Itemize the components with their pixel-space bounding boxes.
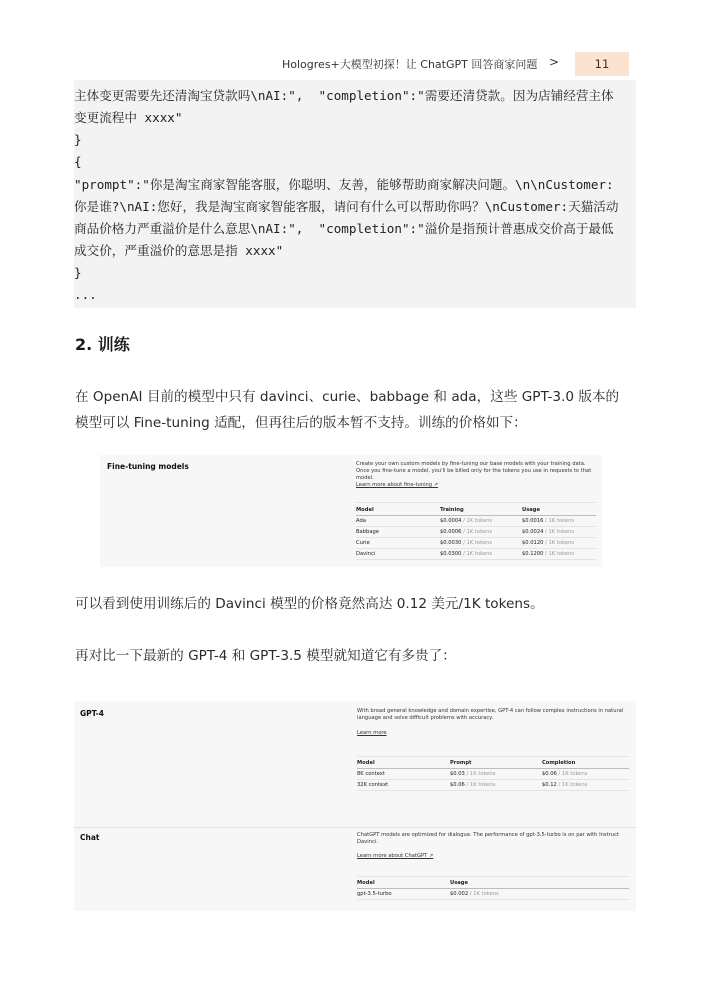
price-cell <box>440 516 522 527</box>
price-unit: / 1K tokens <box>463 518 493 524</box>
price-unit: / 1K tokens <box>466 771 496 777</box>
column-header: Usage <box>522 507 596 516</box>
table-header-row <box>357 880 629 889</box>
table-row <box>357 889 629 900</box>
usage-price: $0.0120 <box>522 540 544 546</box>
chat-description: ChatGPT models are optimized for dialogue. The performance of gpt-3.5-turbo is on par with Instruct Davinci. <box>357 832 619 845</box>
training-price: $0.0004 <box>440 518 462 524</box>
table-header-row <box>357 760 629 769</box>
section-divider <box>74 827 636 828</box>
column-header: Model <box>356 507 440 516</box>
finetune-heading: Fine-tuning models <box>107 462 189 471</box>
price-unit: / 1K tokens <box>463 529 493 535</box>
price-cell <box>440 527 522 538</box>
finetune-learn-more-link[interactable]: Learn more about fine-tuning ↗ <box>356 482 439 488</box>
completion-price: $0.12 <box>542 782 557 788</box>
divider <box>356 502 596 503</box>
gpt4-price-table <box>357 760 629 791</box>
page-header <box>0 52 710 76</box>
paragraph-line: 在 OpenAI 目前的模型中只有 davinci、curie、babbage 和 ada，这些 GPT-3.0 版本的 <box>75 389 620 405</box>
code-line: 成交价，严重溢价的意思是指 xxxx" <box>74 243 284 258</box>
price-cell <box>522 516 596 527</box>
chat-learn-more-link[interactable]: Learn more about ChatGPT ↗ <box>357 853 434 859</box>
price-cell <box>450 769 542 780</box>
price-cell <box>440 549 522 560</box>
code-line: 你是谁?\nAI:您好，我是淘宝商家智能客服，请问有什么可以帮助你吗？\nCustomer:天猫活动 <box>74 199 619 214</box>
usage-price: $0.002 <box>450 891 469 897</box>
column-header: Usage <box>450 880 629 889</box>
price-unit: / 1K tokens <box>545 540 575 546</box>
column-header: Model <box>357 760 450 769</box>
gpt4-heading: GPT-4 <box>80 709 104 718</box>
model-cell: Curie <box>356 538 440 549</box>
table-row <box>357 769 629 780</box>
header-title: Hologres+大模型初探！让 ChatGPT 回答商家问题 <box>282 58 538 71</box>
code-line: "prompt":"你是淘宝商家智能客服，你聪明、友善，能够帮助商家解决问题。\n\nCustomer: <box>74 177 614 192</box>
finetune-description: Create your own custom models by fine-tuning our base models with your training data. Once you fine-tune a model, you'll be billed only for the tokens you use in requests to that model. <box>356 461 592 481</box>
model-cell: gpt-3.5-turbo <box>357 889 450 900</box>
finetune-price-table <box>356 507 596 560</box>
training-price: $0.0006 <box>440 529 462 535</box>
table-row <box>356 538 596 549</box>
training-price: $0.0300 <box>440 551 462 557</box>
header-arrow: > <box>549 55 560 69</box>
usage-price: $0.1200 <box>522 551 544 557</box>
price-cell <box>522 538 596 549</box>
usage-price: $0.0024 <box>522 529 544 535</box>
training-price: $0.0030 <box>440 540 462 546</box>
paragraph: 再对比一下最新的 GPT-4 和 GPT-3.5 模型就知道它有多贵了： <box>75 648 456 664</box>
model-cell: Ada <box>356 516 440 527</box>
paragraph: 可以看到使用训练后的 Davinci 模型的价格竟然高达 0.12 美元/1K tokens。 <box>75 596 544 612</box>
table-row <box>356 516 596 527</box>
page-number-badge: 11 <box>575 52 629 76</box>
price-cell <box>542 780 629 791</box>
price-unit: / 1K tokens <box>545 529 575 535</box>
price-cell <box>542 769 629 780</box>
code-line: ... <box>74 287 97 302</box>
prompt-price: $0.03 <box>450 771 465 777</box>
price-unit: / 1K tokens <box>463 540 493 546</box>
price-cell <box>522 549 596 560</box>
price-unit: / 1K tokens <box>466 782 496 788</box>
chat-price-table <box>357 880 629 900</box>
gpt4-description: With broad general knowledge and domain expertise, GPT-4 can follow complex instructions in natural language and solve difficult problems with accuracy. <box>357 708 624 721</box>
column-header: Completion <box>542 760 629 769</box>
price-cell <box>522 527 596 538</box>
code-line: 主体变更需要先还清淘宝贷款吗\nAI:", "completion":"需要还清贷款。因为店铺经营主体 <box>74 88 614 103</box>
completion-price: $0.06 <box>542 771 557 777</box>
price-cell <box>450 780 542 791</box>
section-heading: 2. 训练 <box>75 335 130 354</box>
column-header: Prompt <box>450 760 542 769</box>
gpt4-chat-pricing-image <box>74 701 636 911</box>
chat-heading: Chat <box>80 833 100 842</box>
model-cell: 8K context <box>357 769 450 780</box>
code-line: } <box>74 265 82 280</box>
price-unit: / 1K tokens <box>463 551 493 557</box>
code-line: } <box>74 132 82 147</box>
code-line: 变更流程中 xxxx" <box>74 110 183 125</box>
price-cell <box>450 889 629 900</box>
price-unit: / 1K tokens <box>469 891 499 897</box>
code-line: 商品价格力严重溢价是什么意思\nAI:", "completion":"溢价是指预计普惠成交价高于最低 <box>74 221 614 236</box>
prompt-price: $0.06 <box>450 782 465 788</box>
table-header-row <box>356 507 596 516</box>
finetune-pricing-image <box>100 455 602 567</box>
paragraph-line: 模型可以 Fine-tuning 适配，但再往后的版本暂不支持。训练的价格如下： <box>75 415 527 431</box>
column-header: Training <box>440 507 522 516</box>
divider <box>357 756 629 757</box>
divider <box>357 876 629 877</box>
column-header: Model <box>357 880 450 889</box>
code-block <box>74 80 636 308</box>
model-cell: Babbage <box>356 527 440 538</box>
price-unit: / 1K tokens <box>545 551 575 557</box>
model-cell: Davinci <box>356 549 440 560</box>
price-unit: / 1K tokens <box>558 782 588 788</box>
table-row <box>356 527 596 538</box>
gpt4-learn-more-link[interactable]: Learn more <box>357 730 387 736</box>
table-row <box>356 549 596 560</box>
code-line: { <box>74 154 82 169</box>
price-unit: / 1K tokens <box>545 518 575 524</box>
price-unit: / 1K tokens <box>558 771 588 777</box>
usage-price: $0.0016 <box>522 518 544 524</box>
table-row <box>357 780 629 791</box>
price-cell <box>440 538 522 549</box>
model-cell: 32K context <box>357 780 450 791</box>
